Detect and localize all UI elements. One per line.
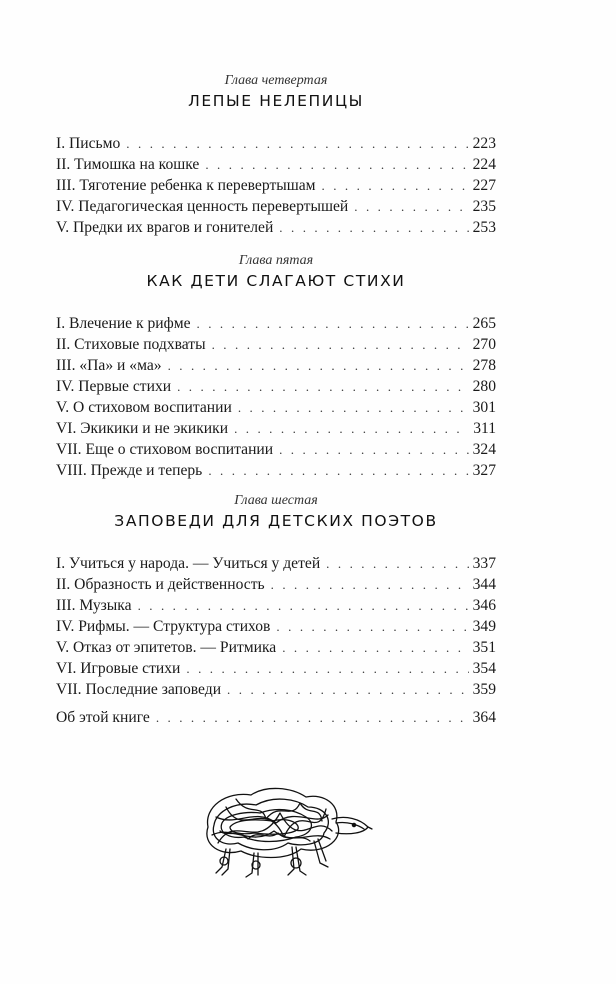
toc-entry[interactable] xyxy=(56,637,496,658)
leader-dots xyxy=(282,637,468,658)
toc-entry-page: 349 xyxy=(472,618,496,635)
toc-entry[interactable] xyxy=(56,154,496,175)
toc-entry-label: VIII. Прежде и теперь xyxy=(56,462,203,479)
toc-entry-page: 344 xyxy=(472,576,496,593)
leader-dots xyxy=(279,439,469,460)
toc-entry-label: Об этой книге xyxy=(56,709,150,726)
toc-list xyxy=(56,553,496,700)
toc-entry-page: 253 xyxy=(472,219,496,236)
toc-entry-label: VI. Игровые стихи xyxy=(56,660,181,677)
toc-entry-page: 354 xyxy=(472,660,496,677)
toc-entry[interactable] xyxy=(56,397,496,418)
toc-entry[interactable] xyxy=(56,439,496,460)
chapter-title: ЗАПОВЕДИ ДЛЯ ДЕТСКИХ ПОЭТОВ xyxy=(114,512,438,530)
toc-entry-page: 227 xyxy=(472,177,496,194)
toc-entry[interactable] xyxy=(56,196,496,217)
toc-list xyxy=(56,133,496,238)
chapter-subtitle: Глава четвертая xyxy=(224,73,328,88)
leader-dots xyxy=(227,679,469,700)
toc-entry-page: 235 xyxy=(472,198,496,215)
toc-entry-page: 278 xyxy=(472,357,496,374)
leader-dots xyxy=(168,355,469,376)
chapter-subtitle: Глава шестая xyxy=(234,493,318,508)
toc-entry-label: VI. Экикики и не экикики xyxy=(56,420,229,437)
leader-dots xyxy=(276,616,468,637)
leader-dots xyxy=(271,574,469,595)
leader-dots xyxy=(156,707,469,728)
toc-entry[interactable] xyxy=(56,595,496,616)
chapter-title: КАК ДЕТИ СЛАГАЮТ СТИХИ xyxy=(146,272,406,290)
toc-entry-label: V. Отказ от эпитетов. — Ритмика xyxy=(56,639,277,656)
toc-entry[interactable] xyxy=(56,574,496,595)
toc-entry[interactable] xyxy=(56,616,496,637)
toc-entry-label: V. О стиховом воспитании xyxy=(56,399,232,416)
leader-dots xyxy=(126,133,468,154)
toc-entry-afterword[interactable] xyxy=(56,707,496,728)
toc-entry-page: 311 xyxy=(473,420,496,437)
leader-dots xyxy=(238,397,469,418)
toc-entry[interactable] xyxy=(56,418,496,439)
toc-entry-page: 359 xyxy=(472,681,496,698)
chapter-5 xyxy=(56,252,496,481)
toc-list xyxy=(56,313,496,481)
toc-entry[interactable] xyxy=(56,376,496,397)
toc-entry[interactable] xyxy=(56,133,496,154)
toc-entry-label: I. Влечение к рифме xyxy=(56,315,191,332)
toc-entry-label: VII. Последние заповеди xyxy=(56,681,222,698)
toc-entry[interactable] xyxy=(56,334,496,355)
toc-entry-label: III. Музыка xyxy=(56,597,132,614)
scribble-animal-drawing-icon xyxy=(196,777,386,887)
toc-entry-label: II. Тимошка на кошке xyxy=(56,156,200,173)
leader-dots xyxy=(279,217,468,238)
leader-dots xyxy=(234,418,469,439)
toc-entry-page: 223 xyxy=(472,135,496,152)
leader-dots xyxy=(205,154,468,175)
chapter-4 xyxy=(56,72,496,238)
toc-entry-page: 224 xyxy=(472,156,496,173)
toc-entry[interactable] xyxy=(56,175,496,196)
chapter-subtitle: Глава пятая xyxy=(238,253,314,268)
leader-dots xyxy=(322,175,469,196)
toc-entry-label: III. «Па» и «ма» xyxy=(56,357,162,374)
toc-entry-label: IV. Первые стихи xyxy=(56,378,172,395)
toc-entry[interactable] xyxy=(56,460,496,481)
toc-entry-page: 351 xyxy=(472,639,496,656)
toc-entry[interactable] xyxy=(56,658,496,679)
leader-dots xyxy=(186,658,468,679)
toc-entry-page: 327 xyxy=(472,462,496,479)
toc-entry[interactable] xyxy=(56,217,496,238)
toc-entry-label: VII. Еще о стиховом воспитании xyxy=(56,441,274,458)
leader-dots xyxy=(197,313,469,334)
toc-entry[interactable] xyxy=(56,313,496,334)
leader-dots xyxy=(208,460,468,481)
leader-dots xyxy=(354,196,468,217)
toc-entry[interactable] xyxy=(56,355,496,376)
toc-entry-label: I. Учиться у народа. — Учиться у детей xyxy=(56,555,321,572)
toc-entry-label: IV. Рифмы. — Структура стихов xyxy=(56,618,271,635)
toc-entry-label: IV. Педагогическая ценность перевертышей xyxy=(56,198,349,215)
toc-entry-label: III. Тяготение ребенка к перевертышам xyxy=(56,177,316,194)
toc-entry-page: 346 xyxy=(472,597,496,614)
toc-entry[interactable] xyxy=(56,679,496,700)
toc-entry-page: 280 xyxy=(472,378,496,395)
toc-entry-label: II. Образность и действенность xyxy=(56,576,265,593)
toc-entry-label: II. Стиховые подхваты xyxy=(56,336,206,353)
toc-entry[interactable] xyxy=(56,553,496,574)
chapter-6 xyxy=(56,492,496,700)
leader-dots xyxy=(212,334,469,355)
toc-entry-page: 324 xyxy=(472,441,496,458)
leader-dots xyxy=(177,376,469,397)
toc-entry-label: V. Предки их врагов и гонителей xyxy=(56,219,274,236)
chapter-title: ЛЕПЫЕ НЕЛЕПИЦЫ xyxy=(188,92,364,110)
toc-entry-page: 337 xyxy=(472,555,496,572)
toc-entry-page: 364 xyxy=(472,709,496,726)
leader-dots xyxy=(326,553,468,574)
toc-entry-page: 270 xyxy=(472,336,496,353)
toc-entry-label: I. Письмо xyxy=(56,135,121,152)
toc-entry-page: 301 xyxy=(472,399,496,416)
toc-entry-page: 265 xyxy=(472,315,496,332)
afterword-section xyxy=(56,707,496,728)
leader-dots xyxy=(138,595,469,616)
